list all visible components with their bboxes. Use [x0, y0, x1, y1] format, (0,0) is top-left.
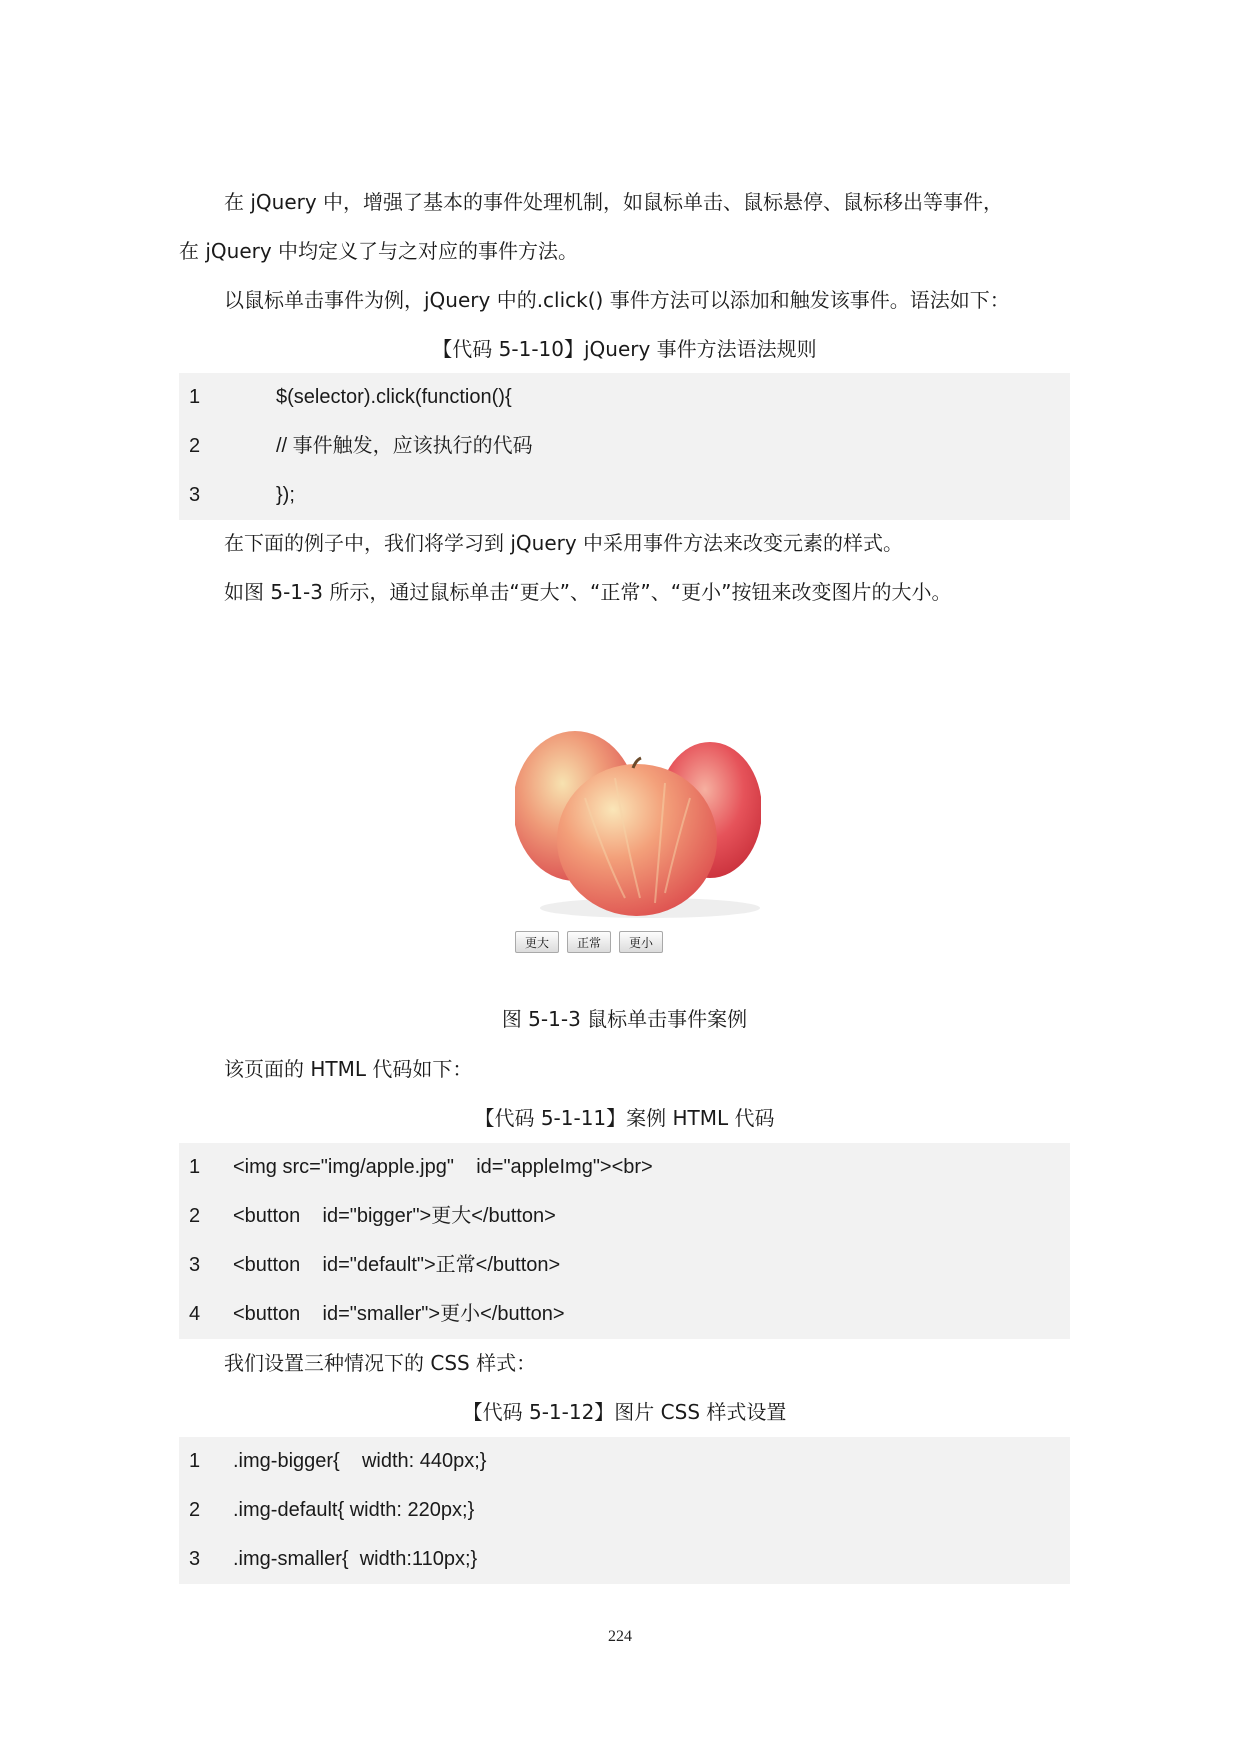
paragraph: 以鼠标单击事件为例，jQuery 中的.click() 事件方法可以添加和触发该事件。语法如下：	[224, 288, 1010, 312]
line-number: 1	[189, 1156, 201, 1178]
code-caption: 【代码 5-1-12】图片 CSS 样式设置	[462, 1400, 787, 1424]
code-text: <button id="smaller">更小</button>	[233, 1303, 565, 1325]
code-line	[179, 1192, 1070, 1241]
paragraph: 我们设置三种情况下的 CSS 样式：	[224, 1351, 537, 1375]
paragraph: 在 jQuery 中，增强了基本的事件处理机制，如鼠标单击、鼠标悬停、鼠标移出等事件，	[224, 190, 1004, 214]
bigger-button[interactable]: 更大	[515, 931, 559, 953]
code-caption: 【代码 5-1-11】案例 HTML 代码	[474, 1106, 775, 1130]
line-number: 2	[189, 1205, 201, 1227]
code-line	[179, 1486, 1070, 1535]
line-number: 4	[189, 1303, 201, 1325]
smaller-button[interactable]: 更小	[619, 931, 663, 953]
code-text: .img-bigger{ width: 440px;}	[233, 1450, 487, 1472]
code-block	[179, 373, 1070, 520]
code-line	[179, 1535, 1070, 1584]
code-line	[179, 1290, 1070, 1339]
line-number: 1	[189, 1450, 201, 1472]
line-number: 2	[189, 435, 201, 457]
code-text: });	[276, 484, 295, 506]
paragraph: 在 jQuery 中均定义了与之对应的事件方法。	[179, 239, 579, 263]
figure-button-row	[515, 931, 663, 955]
code-block	[179, 1143, 1070, 1339]
code-text: <button id="default">正常</button>	[233, 1254, 561, 1276]
code-line	[179, 1143, 1070, 1192]
figure-caption: 图 5-1-3 鼠标单击事件案例	[501, 1007, 748, 1031]
code-text: .img-smaller{ width:110px;}	[233, 1548, 478, 1570]
code-text: <img src="img/apple.jpg" id="appleImg"><br>	[233, 1156, 653, 1178]
code-line	[179, 373, 1070, 422]
code-text: <button id="bigger">更大</button>	[233, 1205, 556, 1227]
code-block	[179, 1437, 1070, 1584]
code-line	[179, 1241, 1070, 1290]
default-button[interactable]: 正常	[567, 931, 611, 953]
apples-image	[515, 728, 761, 920]
line-number: 2	[189, 1499, 201, 1521]
line-number: 3	[189, 484, 201, 506]
apples-icon	[515, 728, 761, 920]
line-number: 1	[189, 386, 201, 408]
code-caption: 【代码 5-1-10】jQuery 事件方法语法规则	[432, 337, 817, 361]
code-text: $(selector).click(function(){	[276, 386, 512, 408]
paragraph: 在下面的例子中，我们将学习到 jQuery 中采用事件方法来改变元素的样式。	[224, 531, 904, 555]
code-text: // 事件触发，应该执行的代码	[276, 435, 533, 457]
code-line	[179, 1437, 1070, 1486]
page-number: 224	[608, 1628, 632, 1645]
code-text: .img-default{ width: 220px;}	[233, 1499, 475, 1521]
code-line	[179, 422, 1070, 471]
line-number: 3	[189, 1548, 201, 1570]
code-line	[179, 471, 1070, 520]
paragraph: 如图 5-1-3 所示，通过鼠标单击“更大”、“正常”、“更小”按钮来改变图片的大小。	[224, 580, 952, 604]
line-number: 3	[189, 1254, 201, 1276]
paragraph: 该页面的 HTML 代码如下：	[224, 1057, 473, 1081]
